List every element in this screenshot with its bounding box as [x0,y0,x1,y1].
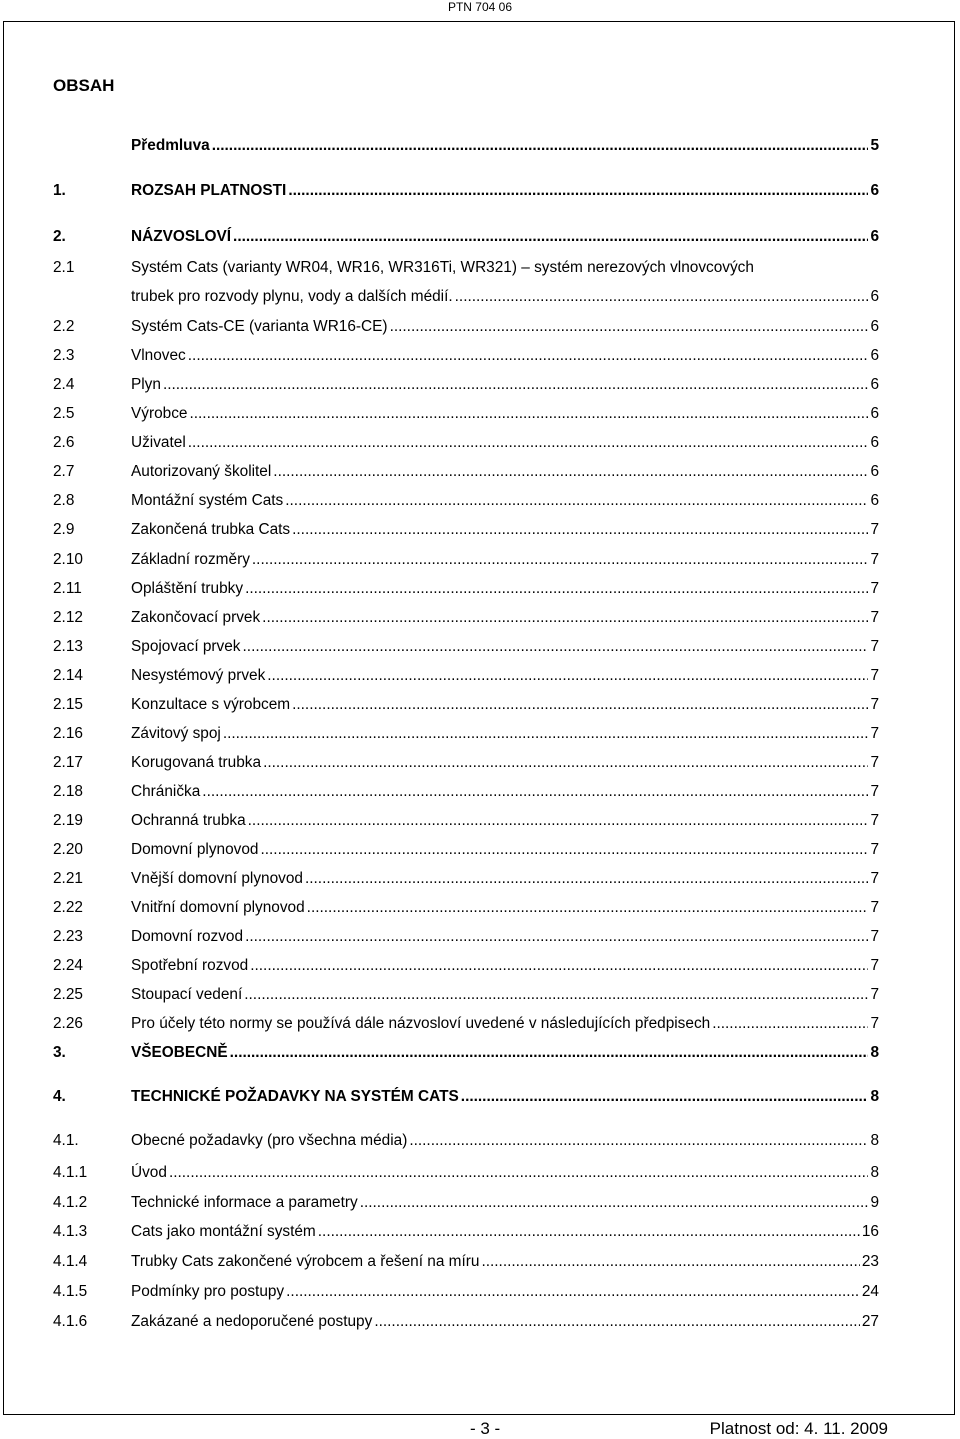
toc-entry-number: 2.11 [53,580,82,597]
toc-entry-page: 6 [870,463,879,480]
toc-entry-page: 6 [870,347,879,364]
toc-entry-page: 7 [870,580,879,597]
toc-dot-leader [244,985,868,1005]
toc-entry-title: Korugovaná trubka [131,754,262,771]
toc-entry-page: 24 [861,1283,879,1300]
toc-entry-number: 2. [53,228,66,245]
toc-entry-number: 4.1.3 [53,1223,88,1240]
toc-entry-page: 7 [870,986,879,1003]
toc-dot-leader [245,927,868,947]
toc-entry-title: Technické informace a parametry [131,1194,358,1211]
toc-heading: OBSAH [53,76,115,95]
toc-entry-title: Trubky Cats zakončené výrobcem a řešení na míru [131,1253,480,1270]
toc-entry-title: Spojovací prvek [131,638,241,655]
toc-entry-title: Domovní rozvod [131,928,244,945]
toc-entry-number: 2.24 [53,957,83,974]
toc-entry-page: 6 [870,492,879,509]
toc-entry-page: 7 [870,725,879,742]
toc-entry-number: 2.6 [53,434,75,451]
toc-entry-page: 6 [870,434,879,451]
toc-dot-leader [189,404,868,424]
toc-entry-number: 2.21 [53,870,83,887]
toc-dot-leader [360,1193,869,1213]
toc-entry-number: 2.23 [53,928,83,945]
toc-entry-title: Zakončovací prvek [131,609,261,626]
toc-dot-leader [374,1312,860,1332]
toc-entry-number: 2.18 [53,783,83,800]
toc-dot-leader [318,1222,860,1242]
toc-dot-leader [169,1163,869,1183]
toc-dot-leader [288,181,868,201]
toc-entry-number: 2.10 [53,551,83,568]
toc-dot-leader [390,317,869,337]
toc-entry-page: 6 [870,376,879,393]
toc-entry-page: 7 [870,928,879,945]
toc-entry-page: 7 [870,551,879,568]
toc-entry-number: 2.9 [53,521,75,538]
toc-entry-number: 2.13 [53,638,83,655]
toc-entry-title: Cats jako montážní systém [131,1223,316,1240]
toc-entry-title: Ochranná trubka [131,812,246,829]
toc-entry-number: 2.5 [53,405,75,422]
toc-entry-title: NÁZVOSLOVÍ [131,228,232,245]
toc-entry-page: 6 [870,405,879,422]
toc-entry-page: 7 [870,812,879,829]
toc-dot-leader [223,724,869,744]
toc-entry-page: 23 [861,1253,879,1270]
toc-dot-leader [305,869,868,889]
toc-entry-page: 5 [870,137,879,154]
toc-entry-page: 7 [870,783,879,800]
toc-entry-number: 2.15 [53,696,83,713]
toc-entry-page: 8 [870,1088,879,1105]
toc-entry-title: Závitový spoj [131,725,221,742]
toc-entry-page: 7 [870,1015,879,1032]
toc-entry-number: 2.8 [53,492,75,509]
toc-entry-title: Chránička [131,783,201,800]
toc-entry-title: Domovní plynovod [131,841,259,858]
toc-entry-number: 1. [53,182,66,199]
page-header-doc-code: PTN 704 06 [447,0,513,14]
toc-dot-leader [461,1087,869,1107]
toc-entry-number: 2.12 [53,609,83,626]
toc-entry-page: 6 [870,228,879,245]
toc-entry-number: 4.1.6 [53,1313,88,1330]
toc-entry-title: Opláštění trubky [131,580,244,597]
toc-dot-leader [252,550,869,570]
toc-entry-number: 2.26 [53,1015,83,1032]
toc-entry-title: Výrobce [131,405,188,422]
toc-entry-page: 16 [861,1223,879,1240]
footer-validity-date: Platnost od: 4. 11. 2009 [709,1419,888,1438]
toc-entry-number: 4.1. [53,1132,79,1149]
toc-entry-number: 4.1.5 [53,1283,88,1300]
toc-entry-number: 4. [53,1088,66,1105]
toc-dot-leader [409,1131,868,1151]
toc-dot-leader [202,782,868,802]
toc-entry-page: 8 [870,1044,879,1061]
toc-entry-title: VŠEOBECNĚ [131,1044,228,1061]
toc-entry-page: 7 [870,667,879,684]
toc-entry-number: 2.22 [53,899,83,916]
footer-page-number: - 3 - [470,1419,501,1438]
toc-entry-page: 7 [870,521,879,538]
toc-entry-page: 7 [870,841,879,858]
toc-dot-leader [230,1043,869,1063]
toc-entry-title: Zakázané a nedoporučené postupy [131,1313,373,1330]
toc-entry-title: Systém Cats-CE (varianta WR16-CE) [131,318,388,335]
toc-dot-leader [260,840,868,860]
toc-entry-title: Plyn [131,376,161,393]
toc-dot-leader [245,579,868,599]
toc-entry-title: Stoupací vedení [131,986,243,1003]
toc-entry-number: 2.16 [53,725,83,742]
toc-dot-leader [262,608,868,628]
toc-dot-leader [163,375,868,395]
toc-dot-leader [285,491,868,511]
toc-entry-title: Vnitřní domovní plynovod [131,899,305,916]
toc-entry-title: Základní rozměry [131,551,250,568]
toc-entry-title: Nesystémový prvek [131,667,266,684]
toc-entry-page: 9 [870,1194,879,1211]
toc-entry-page: 8 [870,1164,879,1181]
toc-entry-page: 27 [861,1313,879,1330]
toc-dot-leader [243,637,869,657]
toc-dot-leader [233,227,868,247]
toc-entry-page: 6 [870,288,879,305]
toc-entry-title: TECHNICKÉ POŽADAVKY NA SYSTÉM CATS [131,1088,459,1105]
toc-entry-title: Autorizovaný školitel [131,463,272,480]
toc-entry-number: 4.1.2 [53,1194,88,1211]
toc-entry-page: 7 [870,754,879,771]
toc-entry-number: 2.19 [53,812,83,829]
toc-entry-page: 7 [870,870,879,887]
toc-entry-title: Systém Cats (varianty WR04, WR16, WR316Ti, WR321) – systém nerezových vlnovcových [131,259,754,276]
toc-dot-leader [248,811,869,831]
toc-entry-page: 6 [870,318,879,335]
toc-dot-leader [455,287,869,307]
toc-entry-page: 7 [870,638,879,655]
toc-entry-number: 4.1.4 [53,1253,88,1270]
toc-entry-number: 4.1.1 [53,1164,88,1181]
toc-entry-title: Vnější domovní plynovod [131,870,303,887]
toc-entry-title: Konzultace s výrobcem [131,696,291,713]
toc-entry-number: 2.2 [53,318,75,335]
toc-entry-title: Montážní systém Cats [131,492,284,509]
toc-entry-page: 8 [870,1132,879,1149]
toc-entry-title: trubek pro rozvody plynu, vody a dalších médií. [131,288,453,305]
toc-entry-title: Úvod [131,1164,167,1181]
toc-entry-title: Pro účely této normy se používá dále názvosloví uvedené v následujících předpisech [131,1015,711,1032]
toc-entry-page: 7 [870,957,879,974]
toc-dot-leader [267,666,868,686]
toc-dot-leader [273,462,868,482]
toc-dot-leader [188,346,869,366]
toc-entry-number: 2.20 [53,841,83,858]
toc-entry-title: Zakončená trubka Cats [131,521,291,538]
toc-dot-leader [292,695,868,715]
toc-entry-number: 2.7 [53,463,75,480]
toc-dot-leader [481,1252,859,1272]
toc-entry-page: 7 [870,696,879,713]
toc-entry-number: 2.17 [53,754,83,771]
toc-dot-leader [250,956,868,976]
toc-entry-page: 6 [870,182,879,199]
toc-dot-leader [292,520,868,540]
toc-dot-leader [263,753,868,773]
toc-entry-title: Uživatel [131,434,186,451]
toc-entry-title: Vlnovec [131,347,186,364]
toc-entry-number: 2.3 [53,347,75,364]
toc-entry-title: Předmluva [131,137,210,154]
toc-entry-number: 2.1 [53,259,75,276]
toc-dot-leader [286,1282,860,1302]
toc-entry-number: 2.4 [53,376,75,393]
toc-dot-leader [307,898,869,918]
toc-entry-number: 2.25 [53,986,83,1003]
toc-entry-title: Spotřební rozvod [131,957,249,974]
toc-entry-title: ROZSAH PLATNOSTI [131,182,287,199]
toc-dot-leader [188,433,869,453]
toc-entry-title: Podmínky pro postupy [131,1283,285,1300]
toc-entry-number: 2.14 [53,667,83,684]
toc-entry-page: 7 [870,899,879,916]
toc-entry-page: 7 [870,609,879,626]
toc-entry-number: 3. [53,1044,66,1061]
toc-dot-leader [712,1014,868,1034]
toc-entry-title: Obecné požadavky (pro všechna média) [131,1132,408,1149]
toc-dot-leader [212,136,869,156]
